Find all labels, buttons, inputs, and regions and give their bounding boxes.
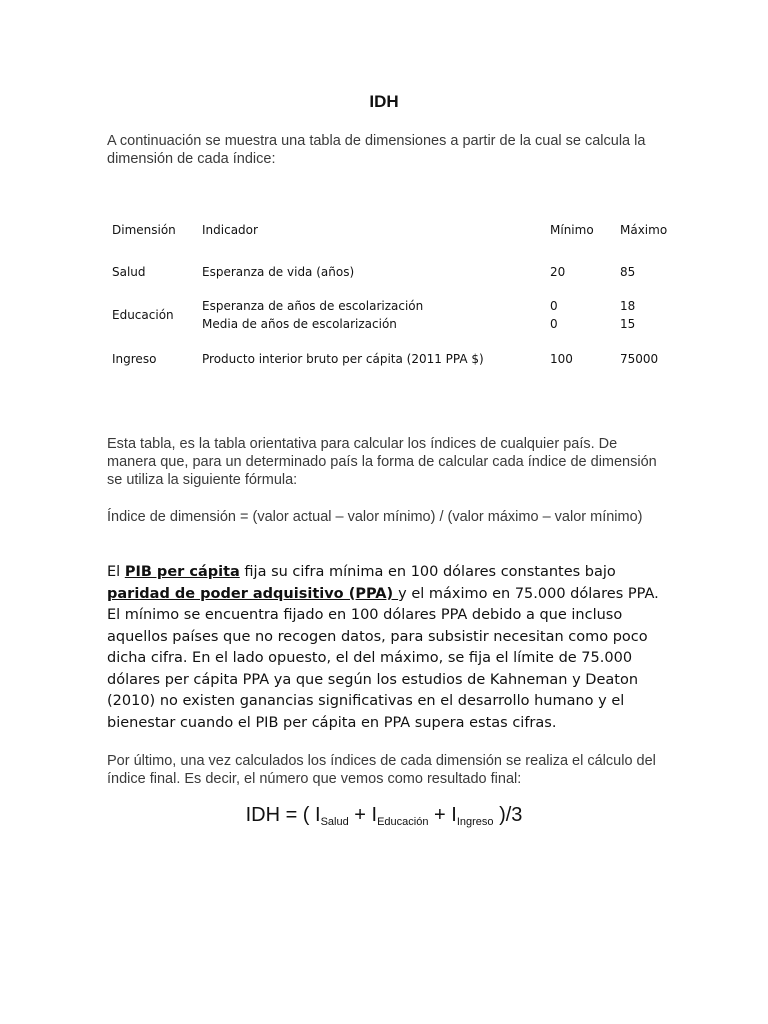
header-max: Máximo (620, 223, 668, 237)
ppa-link[interactable]: paridad de poder adquisitivo (PPA) (107, 585, 399, 602)
formula-sub-educacion: Educación (377, 816, 429, 828)
formula-sub-salud: Salud (320, 816, 349, 828)
header-dimension: Dimensión (112, 223, 176, 237)
formula-sub-ingreso: Ingreso (456, 816, 494, 828)
dimensions-table (107, 218, 685, 371)
row-indicator: Esperanza de vida (años) (202, 265, 355, 279)
table-row-ingreso (107, 347, 685, 371)
page-title: IDH (369, 92, 399, 111)
formula-end: )/3 (493, 804, 523, 826)
pib-text-3: y el máximo en 75.000 dólares PPA. El mínimo se encuentra fijado en 100 dólares PPA debido a que incluso aquellos países que no recogen datos, para subsistir necesitan como poco dicha cifra. En el lado opuesto, el del máximo, se fija el límite de 75.000 dólares per cápita PPA ya que según los estudios de Kahneman y Deaton (2010) no existen ganancias significativas en el desarrollo humano y el bienestar cuando el PIB per cápita en PPA supera estas cifras. (107, 585, 659, 731)
pib-per-capita-link[interactable]: PIB per cápita (124, 564, 240, 580)
table-row-salud (107, 260, 685, 284)
row-maxs (615, 295, 685, 335)
pib-paragraph (107, 562, 659, 734)
row-indicator: Esperanza de años de escolarización (202, 299, 424, 313)
row-mins (545, 295, 615, 335)
row-min: 20 (550, 265, 566, 279)
table-row-educacion (107, 295, 685, 335)
row-min: 100 (550, 352, 573, 366)
row-indicator: Media de años de escolarización (202, 317, 397, 331)
header-min: Mínimo (550, 223, 594, 237)
table-explanation-paragraph: Esta tabla, es la tabla orientativa para calcular los índices de cualquier país. De manera que, para un determinado país la forma de calcular cada índice de dimensión se utiliza la siguiente fórmula: (107, 436, 657, 488)
pib-text-1: El (107, 564, 125, 580)
header-indicator: Indicador (202, 223, 258, 237)
final-index-paragraph: Por último, una vez calculados los índices de cada dimensión se realiza el cálculo del índice final. Es decir, el número que vemos como resultado final: (107, 753, 656, 787)
row-max: 18 (620, 299, 636, 313)
idh-formula (0, 804, 768, 828)
row-dimension: Educación (112, 308, 174, 322)
intro-paragraph: A continuación se muestra una tabla de dimensiones a partir de la cual se calcula la dimensión de cada índice: (107, 133, 646, 167)
pib-text-2: fija su cifra mínima en 100 dólares constantes bajo (239, 564, 616, 580)
formula-plus: + I (428, 804, 457, 826)
row-min: 0 (550, 317, 558, 331)
row-indicator: Producto interior bruto per cápita (2011 PPA $) (202, 352, 484, 366)
row-max: 75000 (620, 352, 659, 366)
dimension-index-formula: Índice de dimensión = (valor actual – valor mínimo) / (valor máximo – valor mínimo) (107, 509, 643, 525)
row-max: 15 (620, 317, 636, 331)
row-indicators (197, 295, 545, 335)
row-max: 85 (620, 265, 636, 279)
row-dimension: Salud (112, 265, 146, 279)
row-min: 0 (550, 299, 558, 313)
formula-plus: + I (348, 804, 378, 826)
table-header-row (107, 218, 685, 242)
row-dimension: Ingreso (112, 352, 157, 366)
formula-lhs: IDH = ( I (245, 804, 321, 826)
